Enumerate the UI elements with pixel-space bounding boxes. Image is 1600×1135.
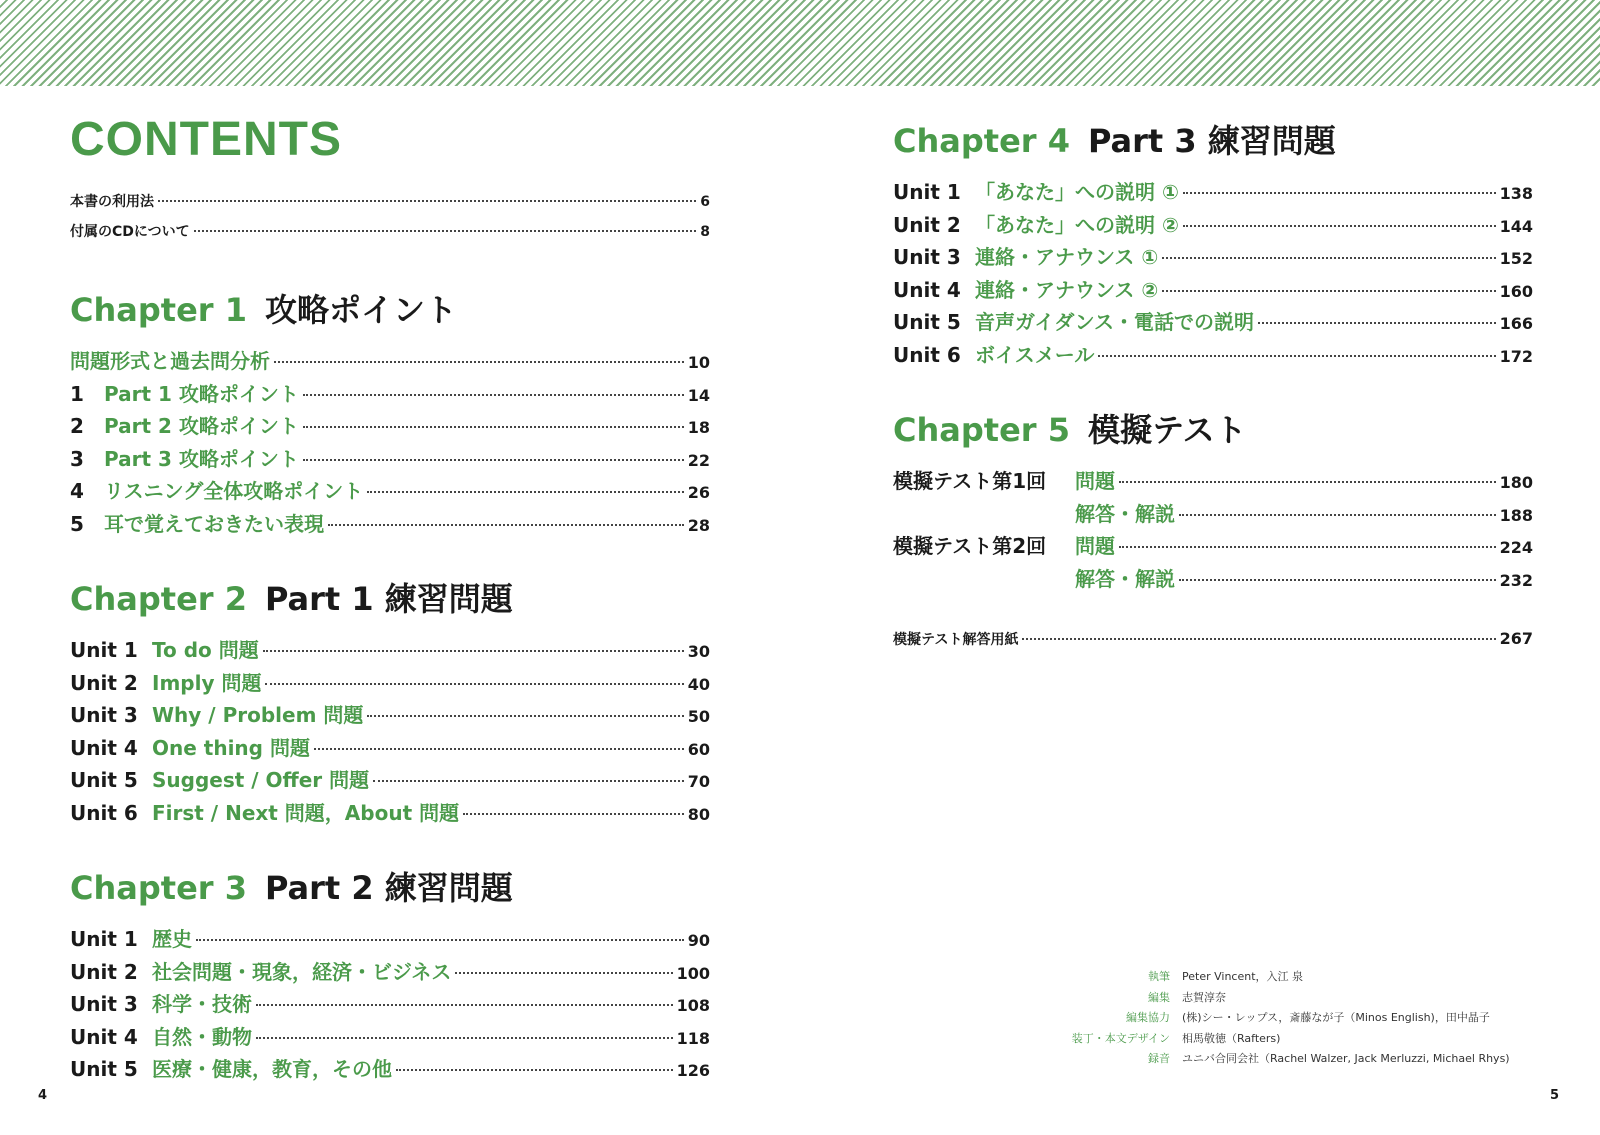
toc-unit-label: Unit 5	[70, 1057, 138, 1081]
dot-leader	[463, 813, 684, 815]
dot-leader	[1162, 257, 1495, 259]
chapter-heading	[70, 863, 710, 909]
toc-entry[interactable]	[70, 956, 710, 989]
toc-page-number: 70	[687, 772, 710, 791]
toc-entry[interactable]	[893, 629, 1533, 659]
toc-entry-label: 「あなた」への説明 ①	[975, 180, 1179, 204]
toc-entry[interactable]	[70, 508, 710, 541]
credit-row	[1040, 1007, 1510, 1028]
toc-page-number: 118	[676, 1028, 710, 1048]
toc-entry[interactable]	[70, 732, 710, 765]
toc-entry-label: 科学・技術	[152, 992, 252, 1016]
toc-entry-label: Suggest / Offer 問題	[152, 768, 370, 792]
toc-entry[interactable]	[893, 530, 1533, 563]
toc-entry[interactable]	[893, 306, 1533, 339]
toc-entry-number: 3	[70, 446, 84, 471]
toc-page-number: 160	[1499, 281, 1533, 301]
dot-leader	[194, 230, 697, 232]
dot-leader	[396, 1069, 673, 1071]
toc-entry[interactable]	[893, 241, 1533, 274]
page-folio-left: 4	[38, 1088, 48, 1103]
toc-page-number: 180	[1499, 473, 1533, 492]
chapter-number: Chapter 3	[70, 869, 247, 907]
toc-unit-label: Unit 4	[893, 277, 961, 302]
chapter-heading	[893, 116, 1533, 162]
toc-page-number: 232	[1499, 570, 1533, 590]
toc-entry[interactable]	[893, 176, 1533, 209]
toc-page-number: 10	[687, 353, 710, 372]
toc-entry[interactable]	[70, 475, 710, 508]
decorative-stripe-band	[0, 0, 1600, 86]
toc-page-number: 80	[687, 804, 710, 824]
toc-entry[interactable]	[70, 797, 710, 830]
toc-unit-label: Unit 1	[893, 180, 961, 204]
dot-leader	[303, 459, 684, 461]
contents-title: CONTENTS	[70, 113, 342, 166]
toc-entry-label: Part 3 攻略ポイント	[104, 446, 299, 471]
credit-name: (株)シー・レップス，斎藤なが子（Minos English)，田中晶子	[1182, 1011, 1490, 1025]
dot-leader	[1162, 290, 1495, 292]
dot-leader	[256, 1004, 673, 1006]
toc-entry-label: 音声ガイダンス・電話での説明	[975, 310, 1254, 334]
credit-role: 編集協力	[1126, 1011, 1170, 1025]
toc-entry-number: 2	[70, 414, 84, 438]
toc-entry[interactable]	[70, 410, 710, 443]
toc-entry-label: 解答・解説	[1075, 501, 1175, 526]
toc-page-number: 126	[676, 1061, 710, 1080]
toc-unit-label: Unit 3	[70, 703, 138, 727]
credit-name: 相馬敬徳（Rafters)	[1182, 1031, 1281, 1045]
toc-entry-label: 問題形式と過去問分析	[70, 349, 270, 373]
toc-page-number: 108	[676, 996, 710, 1015]
chapter-title: Part 2 練習問題	[264, 869, 513, 907]
dot-leader	[1179, 514, 1496, 516]
chapter-title: Part 3 練習問題	[1087, 122, 1336, 160]
dot-leader	[1258, 322, 1496, 324]
toc-entry[interactable]	[70, 443, 710, 476]
toc-entry[interactable]	[70, 634, 710, 667]
chapter4-list	[893, 176, 1533, 371]
toc-page-number: 22	[687, 450, 710, 470]
toc-page-number: 188	[1499, 505, 1533, 525]
toc-unit-label: Unit 2	[70, 670, 138, 695]
chapter-title: 模擬テスト	[1087, 411, 1247, 449]
dot-leader	[303, 394, 684, 396]
toc-unit-label: Unit 5	[893, 310, 961, 334]
toc-entry[interactable]	[893, 498, 1533, 531]
toc-entry-label: 問題	[1075, 534, 1115, 558]
toc-entry[interactable]	[893, 209, 1533, 242]
dot-leader	[274, 361, 684, 363]
dot-leader	[1119, 481, 1496, 483]
toc-entry[interactable]	[893, 339, 1533, 372]
chapter5-list	[893, 465, 1533, 595]
toc-entry[interactable]	[70, 191, 710, 221]
dot-leader	[1022, 638, 1495, 640]
toc-page-number: 26	[687, 483, 710, 502]
toc-entry[interactable]	[893, 274, 1533, 307]
toc-entry[interactable]	[70, 764, 710, 797]
credit-role: 録音	[1148, 1052, 1170, 1066]
dot-leader	[455, 972, 672, 974]
toc-entry-number: 4	[70, 479, 84, 503]
toc-page-number: 8	[700, 224, 710, 240]
toc-entry-label: 「あなた」への説明 ②	[975, 212, 1179, 237]
toc-entry-label: 社会問題・現象，経済・ビジネス	[152, 959, 452, 984]
mock-test-label: 模擬テスト第1回	[893, 469, 1047, 493]
toc-entry[interactable]	[893, 465, 1533, 498]
credit-row	[1040, 1048, 1510, 1069]
toc-page-number: 267	[1499, 629, 1533, 648]
credit-name: ユニバ合同会社（Rachel Walzer, Jack Merluzzi, Michael Rhys)	[1182, 1052, 1510, 1066]
credit-row	[1040, 966, 1510, 987]
dot-leader	[263, 650, 684, 652]
toc-unit-label: Unit 1	[70, 638, 138, 662]
page-folio-right: 5	[1550, 1088, 1560, 1103]
toc-page-number: 50	[687, 707, 710, 726]
dot-leader	[367, 491, 684, 493]
toc-unit-label: Unit 6	[70, 800, 138, 825]
toc-entry[interactable]	[893, 563, 1533, 596]
credit-row	[1040, 1028, 1510, 1049]
toc-page-number: 224	[1499, 538, 1533, 557]
chapter1-list	[70, 345, 710, 540]
toc-entry-number: 1	[70, 381, 84, 406]
toc-entry[interactable]	[70, 988, 710, 1021]
dot-leader	[1183, 225, 1496, 227]
toc-page-number: 28	[687, 515, 710, 535]
dot-leader	[314, 748, 684, 750]
dot-leader	[1098, 355, 1495, 357]
dot-leader	[265, 683, 683, 685]
toc-page-number: 40	[687, 674, 710, 694]
toc-unit-label: Unit 4	[70, 1024, 138, 1049]
credits-block	[1040, 966, 1510, 1069]
toc-entry-label: 自然・動物	[152, 1024, 252, 1049]
chapter-heading	[70, 574, 710, 620]
chapter-title: 攻略ポイント	[264, 291, 457, 329]
dot-leader	[1183, 192, 1496, 194]
toc-entry-label: 連絡・アナウンス ①	[975, 245, 1159, 269]
credit-name: Peter Vincent，入江 泉	[1182, 970, 1304, 984]
credit-name: 志賀淳奈	[1182, 990, 1226, 1004]
left-page	[70, 100, 710, 1086]
toc-entry[interactable]	[70, 221, 710, 251]
credit-role: 装丁・本文デザイン	[1071, 1031, 1170, 1045]
credit-role: 執筆	[1148, 970, 1170, 984]
dot-leader	[303, 426, 684, 428]
toc-entry-label: One thing 問題	[152, 735, 310, 760]
credit-row	[1040, 987, 1510, 1008]
toc-unit-label: Unit 3	[893, 245, 961, 269]
toc-entry-label: 本書の利用法	[70, 194, 154, 210]
dot-leader	[1119, 546, 1496, 548]
chapter-heading	[70, 285, 710, 331]
toc-entry-label: 問題	[1075, 469, 1115, 493]
toc-entry[interactable]	[70, 699, 710, 732]
toc-entry-label: Part 2 攻略ポイント	[104, 414, 299, 438]
toc-unit-label: Unit 2	[70, 959, 138, 984]
toc-entry[interactable]	[70, 1053, 710, 1086]
toc-page-number: 30	[687, 642, 710, 661]
toc-unit-label: Unit 4	[70, 735, 138, 760]
toc-entry[interactable]	[70, 667, 710, 700]
toc-unit-label: Unit 6	[893, 342, 961, 367]
toc-page-number: 14	[687, 385, 710, 405]
dot-leader	[158, 200, 696, 202]
dot-leader	[256, 1037, 673, 1039]
toc-entry-label: Part 1 攻略ポイント	[104, 381, 299, 406]
chapter-number: Chapter 4	[893, 122, 1070, 160]
chapter2-list	[70, 634, 710, 829]
toc-entry[interactable]	[70, 1021, 710, 1054]
toc-unit-label: Unit 5	[70, 768, 138, 792]
intro-list	[70, 191, 710, 251]
toc-entry-label: リスニング全体攻略ポイント	[104, 479, 364, 503]
mock-test-label: 模擬テスト第2回	[893, 534, 1047, 558]
toc-page-number: 144	[1499, 216, 1533, 236]
toc-page-number: 90	[687, 931, 710, 950]
chapter-title: Part 1 練習問題	[264, 580, 513, 618]
dot-leader	[328, 524, 684, 526]
chapter3-list	[70, 923, 710, 1086]
toc-entry-number: 5	[70, 511, 84, 536]
toc-page-number: 152	[1499, 249, 1533, 268]
toc-unit-label: Unit 3	[70, 992, 138, 1016]
toc-entry-label: ボイスメール	[975, 342, 1095, 367]
toc-entry[interactable]	[70, 378, 710, 411]
toc-page-number: 138	[1499, 184, 1533, 203]
toc-entry-label: 歴史	[152, 927, 192, 951]
toc-unit-label: Unit 1	[70, 927, 138, 951]
toc-entry-label: To do 問題	[152, 638, 259, 662]
toc-entry-label: First / Next 問題，About 問題	[152, 800, 460, 825]
toc-entry-label: 医療・健康，教育，その他	[152, 1057, 392, 1081]
toc-page-number: 18	[687, 418, 710, 437]
chapter-heading	[893, 405, 1533, 451]
toc-entry-label: Why / Problem 問題	[152, 703, 364, 727]
toc-entry-label: Imply 問題	[152, 670, 262, 695]
toc-entry-label: 連絡・アナウンス ②	[975, 277, 1159, 302]
toc-unit-label: Unit 2	[893, 212, 961, 237]
chapter-number: Chapter 1	[70, 291, 247, 329]
toc-entry-label: 耳で覚えておきたい表現	[104, 511, 324, 536]
toc-entry[interactable]	[70, 923, 710, 956]
toc-entry-label: 模擬テスト解答用紙	[893, 632, 1019, 648]
toc-page-number: 166	[1499, 314, 1533, 333]
toc-page-number: 100	[676, 963, 710, 983]
right-page	[893, 82, 1533, 659]
dot-leader	[196, 939, 684, 941]
dot-leader	[367, 715, 683, 717]
credit-role: 編集	[1148, 990, 1170, 1004]
chapter-number: Chapter 2	[70, 580, 247, 618]
dot-leader	[1179, 579, 1496, 581]
chapter-number: Chapter 5	[893, 411, 1070, 449]
toc-entry-label: 解答・解説	[1075, 566, 1175, 591]
toc-entry-label: 付属のCDについて	[70, 224, 190, 240]
dot-leader	[373, 780, 684, 782]
toc-page-number: 60	[687, 739, 710, 759]
toc-entry[interactable]	[70, 345, 710, 378]
toc-page-number: 172	[1499, 346, 1533, 366]
toc-page-number: 6	[700, 194, 710, 210]
